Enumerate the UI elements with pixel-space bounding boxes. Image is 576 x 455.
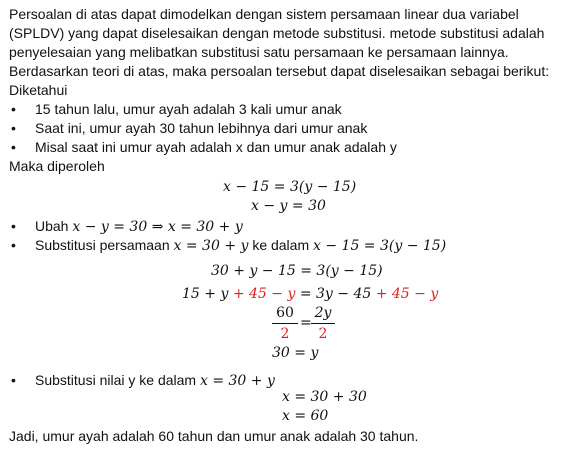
step-3-label: Substitusi nilai y ke dalam bbox=[35, 372, 197, 388]
obtain-heading: Maka diperoleh bbox=[9, 158, 105, 174]
step-1-math: x − y = 30 ⇒ x = 30 + y bbox=[72, 219, 243, 235]
paragraph-line-3: penyelesaian yang melibatkan substitusi satu persamaan ke persamaan lainnya. bbox=[9, 44, 509, 60]
equation-1: x − 15 = 3(y − 15) bbox=[223, 179, 357, 195]
equation-4-a: 15 + y bbox=[182, 286, 229, 302]
known-item-2: Saat ini, umur ayah 30 tahun lebihnya dari umur anak bbox=[35, 120, 368, 136]
equation-3: 30 + y − 15 = 3(y − 15) bbox=[211, 263, 383, 279]
step-1-label: Ubah bbox=[35, 218, 69, 234]
known-heading: Diketahui bbox=[9, 82, 68, 98]
step-2-label: Substitusi persamaan bbox=[35, 237, 170, 253]
bullet: • bbox=[11, 372, 16, 388]
fraction-left-denominator: 2 bbox=[280, 326, 290, 342]
conclusion: Jadi, umur ayah adalah 60 tahun dan umur anak adalah 30 tahun. bbox=[9, 428, 419, 444]
fraction-equals: = bbox=[300, 315, 312, 331]
paragraph-line-2: (SPLDV) yang dapat diselesaikan dengan metode substitusi. metode substitusi adalah bbox=[9, 25, 545, 41]
paragraph-line-1: Persoalan di atas dapat dimodelkan dengan sistem persamaan linear dua variabel bbox=[9, 6, 519, 22]
equation-4-red-2: + 45 − y bbox=[375, 286, 439, 302]
step-2 bbox=[35, 236, 446, 255]
equation-4 bbox=[182, 285, 438, 303]
equation-4-red-1: + 45 − y bbox=[232, 286, 296, 302]
step-2-mid: ke dalam bbox=[252, 237, 310, 253]
step-1 bbox=[35, 217, 243, 236]
bullet: • bbox=[11, 101, 16, 117]
bullet: • bbox=[11, 218, 16, 234]
step-2-math-1: x = 30 + y bbox=[173, 238, 249, 254]
fraction-right bbox=[311, 304, 335, 343]
fraction-left-numerator: 60 bbox=[276, 305, 294, 321]
equation-7: x = 60 bbox=[282, 408, 329, 424]
step-3 bbox=[35, 371, 275, 390]
bullet: • bbox=[11, 139, 16, 155]
fraction-right-numerator: 2y bbox=[314, 305, 332, 321]
bullet: • bbox=[11, 237, 16, 253]
paragraph-line-4: Berdasarkan teori di atas, maka persoalan tersebut dapat diselesaikan sebagai berikut: bbox=[9, 63, 550, 79]
equation-5: 30 = y bbox=[272, 345, 319, 361]
fraction-right-bar bbox=[311, 323, 335, 324]
bullet: • bbox=[11, 120, 16, 136]
fraction-left-bar bbox=[272, 323, 298, 324]
equation-4-b: = 3y − 45 bbox=[299, 286, 372, 302]
equation-6: x = 30 + 30 bbox=[282, 389, 367, 405]
step-3-math: x = 30 + y bbox=[199, 373, 275, 389]
known-item-3: Misal saat ini umur ayah adalah x dan umur anak adalah y bbox=[35, 139, 397, 155]
known-item-1: 15 tahun lalu, umur ayah adalah 3 kali umur anak bbox=[35, 101, 342, 117]
equation-2: x − y = 30 bbox=[251, 198, 326, 214]
fraction-right-denominator: 2 bbox=[318, 326, 328, 342]
fraction-left bbox=[272, 304, 298, 343]
step-2-math-2: x − 15 = 3(y − 15) bbox=[313, 238, 447, 254]
